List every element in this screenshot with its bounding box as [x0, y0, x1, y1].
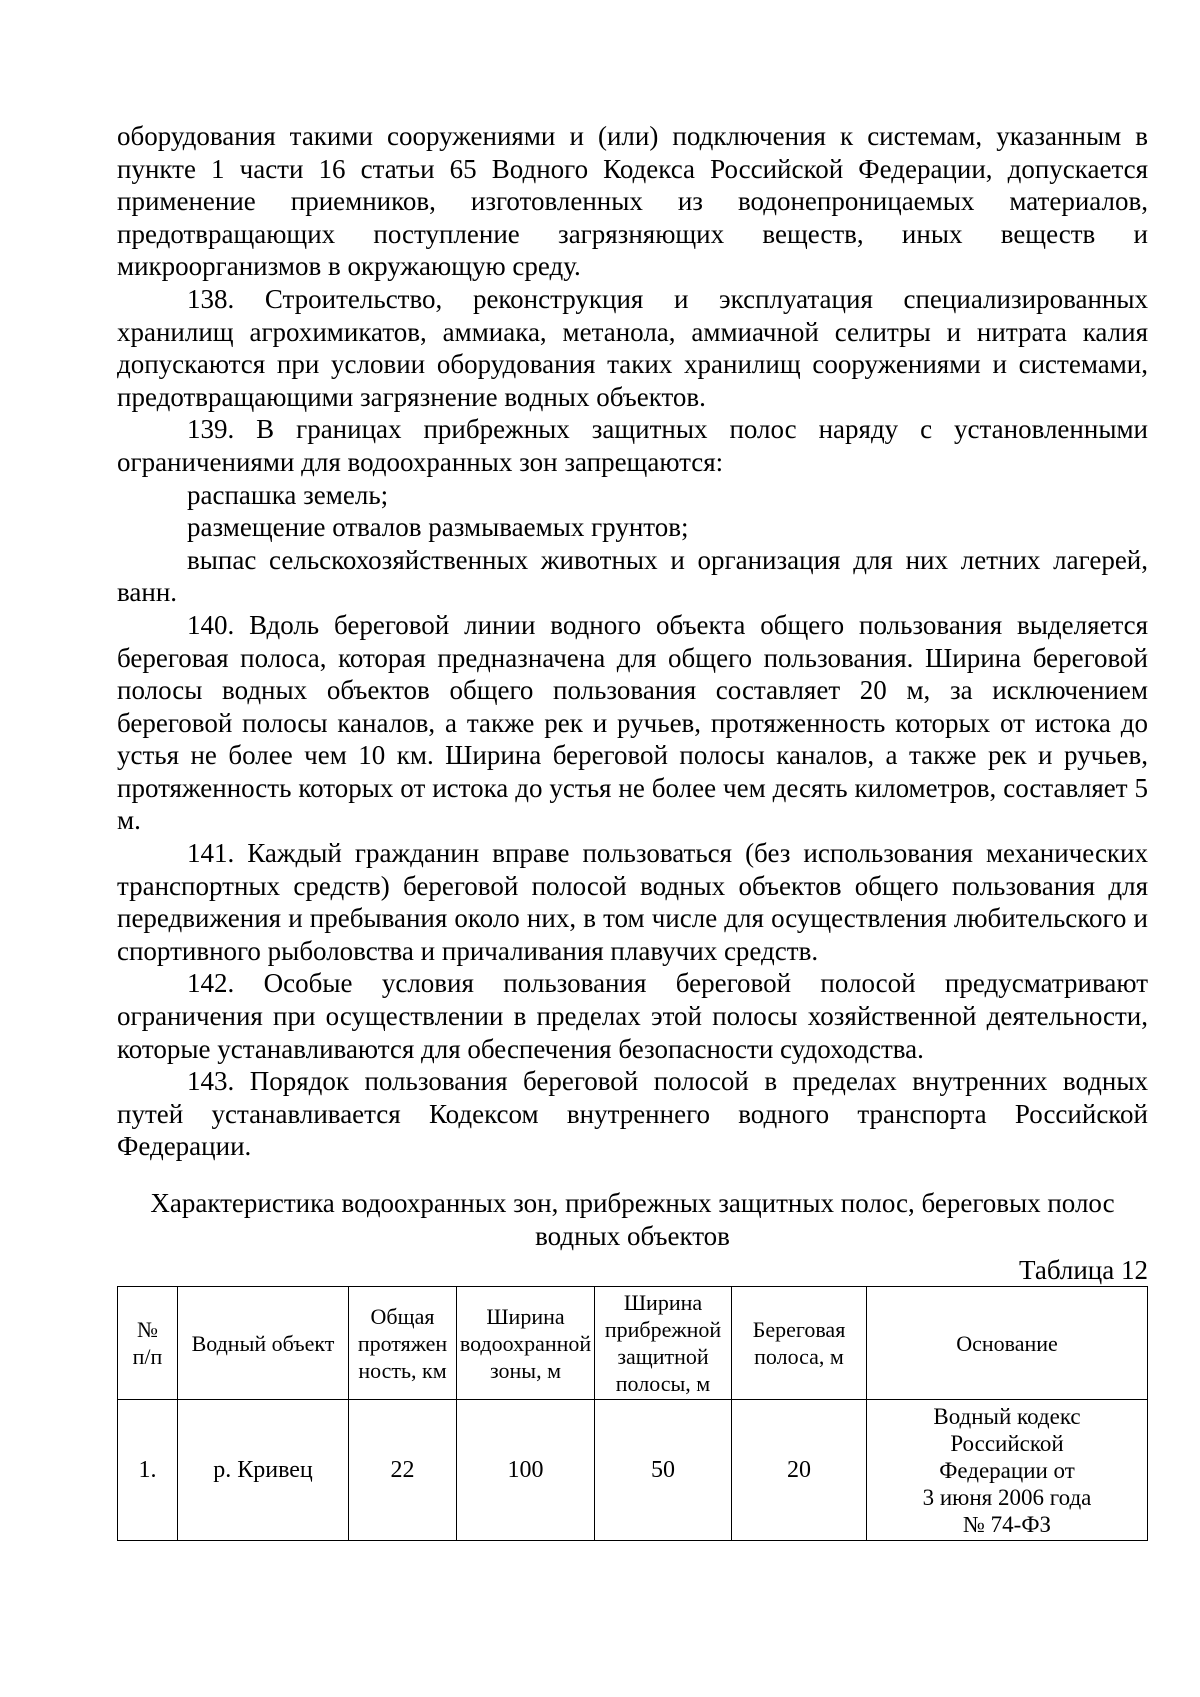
cell-basis: Водный кодекс Российской Федерации от 3 июня 2006 года № 74-ФЗ [867, 1400, 1148, 1541]
paragraph-143: 143. Порядок пользования береговой полосой в пределах внутренних водных путей устанавливается Кодексом внутреннего водного транспорта Российской Федерации. [117, 1066, 1148, 1162]
paragraph-142: 142. Особые условия пользования береговой полосой предусматривают ограничения при осуществлении в пределах этой полосы хозяйственной деятельности, которые устанавливаются для обеспечения безопасности судоходства. [117, 968, 1148, 1064]
document-page [117, 120, 1148, 1541]
water-zones-table [117, 1286, 1148, 1541]
paragraph-139: 139. В границах прибрежных защитных полос наряду с установленными ограничениями для водоохранных зон запрещаются: [117, 414, 1148, 477]
header-length: Общая протяжен ность, км [349, 1287, 457, 1400]
table-header-row [118, 1287, 1148, 1400]
cell-zone-width: 100 [457, 1400, 595, 1541]
header-basis: Основание [867, 1287, 1148, 1400]
cell-shore-strip: 20 [732, 1400, 867, 1541]
table-caption [117, 1187, 1148, 1252]
cell-object: р. Кривец [178, 1400, 349, 1541]
table-row [118, 1400, 1148, 1541]
paragraph-continuation: оборудования такими сооружениями и (или) подключения к системам, указанным в пункте 1 части 16 статьи 65 Водного Кодекса Российской Федерации, допускается применение приемников, изготовленных из водонепроницаемых материалов, предотвращающих поступление загрязняющих веществ, иных веществ и микроорганизмов в окружающую среду. [117, 121, 1148, 282]
paragraph-138: 138. Строительство, реконструкция и эксплуатация специализированных хранилищ агрохимикатов, аммиака, метанола, аммиачной селитры и нитрата калия допускаются при условии оборудования таких хранилищ сооружениями и системами, предотвращающими загрязнение водных объектов. [117, 283, 1148, 412]
paragraph-141: 141. Каждый гражданин вправе пользоваться (без использования механических транспортных средств) береговой полосой водных объектов общего пользования для передвижения и пребывания около них, в том числе для осуществления любительского и спортивного рыболовства и причаливания плавучих средств. [117, 838, 1148, 966]
header-object: Водный объект [178, 1287, 349, 1400]
list-item-grazing: выпас сельскохозяйственных животных и организация для них летних лагерей, ванн. [117, 544, 1148, 608]
paragraph-140: 140. Вдоль береговой линии водного объекта общего пользования выделяется береговая полоса, которая предназначена для общего пользования. Ширина береговой полосы водных объектов общего пользования составляет 20 м, за исключением береговой полосы каналов, а также рек и ручьев, протяженность которых от истока до устья не более чем 10 км. Ширина береговой полосы каналов, а также рек и ручьев, протяженность которых от истока до устья не более чем десять километров, составляет 5 м. [117, 609, 1148, 836]
list-item-dumps: размещение отвалов размываемых грунтов; [187, 512, 689, 543]
list-item-plowing: распашка земель; [187, 479, 389, 510]
header-zone-width: Ширина водоохранной зоны, м [457, 1287, 595, 1400]
header-num: № п/п [118, 1287, 178, 1400]
cell-num: 1. [118, 1400, 178, 1541]
header-strip-width: Ширина прибрежной защитной полосы, м [595, 1287, 732, 1400]
table-number: Таблица 12 [1019, 1255, 1148, 1286]
table-caption-line-1: Характеристика водоохранных зон, прибрежных защитных полос, береговых полос [150, 1188, 1115, 1218]
cell-strip-width: 50 [595, 1400, 732, 1541]
table-caption-line-2: водных объектов [535, 1220, 730, 1251]
cell-length: 22 [349, 1400, 457, 1541]
header-shore-strip: Береговая полоса, м [732, 1287, 867, 1400]
